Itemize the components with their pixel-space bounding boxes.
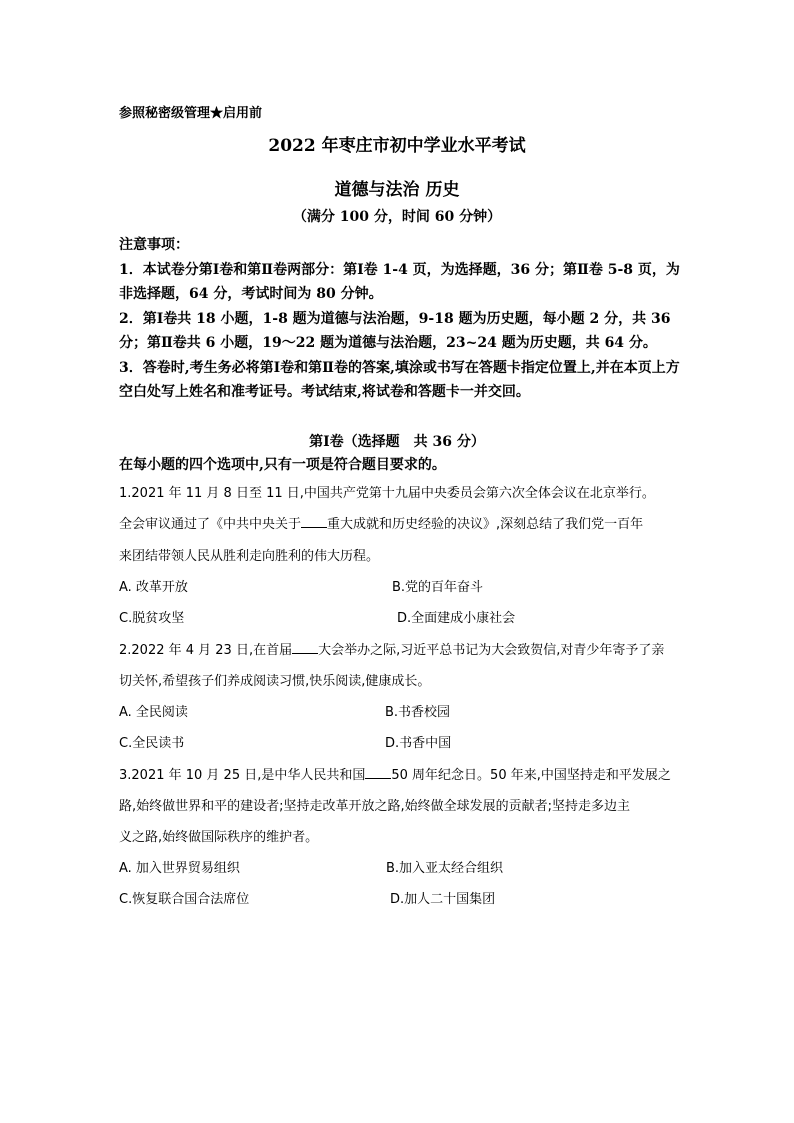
note-item: 3．答卷时,考生务必将第Ⅰ卷和第Ⅱ卷的答案,填涂或书写在答题卡指定位置上,并在本页上方空白处写上姓名和准考证号。考试结束,将试卷和答题卡一并交回。 <box>119 359 680 400</box>
question-1-line-1 <box>119 482 655 501</box>
q3-text-1b: 50 周年纪念日。50 年来,中国坚持走和平发展之 <box>391 768 671 783</box>
question-2-line-2: 切关怀,希望孩子们养成阅读习惯,快乐阅读,健康成长。 <box>119 674 431 689</box>
exam-subtitle: 道德与法治 历史 <box>334 180 460 200</box>
q2-text-1a: 2.2022 年 4 月 23 日,在首届 <box>119 643 293 658</box>
option-b: B.书香校园 <box>385 705 451 720</box>
question-1-line-2 <box>119 513 643 532</box>
question-3-line-3: 义之路,始终做国际秩序的维护者。 <box>119 830 319 845</box>
option-a: A. 全民阅读 <box>119 705 188 720</box>
question-2-line-1 <box>119 639 664 658</box>
option-c: C.全民读书 <box>119 736 185 751</box>
answer-blank <box>365 777 391 779</box>
q1-text-2b: 重大成就和历史经验的决议》,深刻总结了我们党一百年 <box>327 517 644 532</box>
score-time: （满分 100 分，时间 60 分钟） <box>292 209 502 225</box>
question-3-line-1 <box>119 764 671 783</box>
notes-block <box>119 233 684 405</box>
option-a: A. 加入世界贸易组织 <box>119 861 240 876</box>
option-c: C.恢复联合国合法席位 <box>119 892 250 907</box>
q1-text-1: 1.2021 年 11 月 8 日至 11 日,中国共产党第十九届中央委员会第六次全体会议在北京举行。 <box>119 486 655 501</box>
question-3-line-2: 路,始终做世界和平的建设者;坚持走改革开放之路,始终做全球发展的贡献者;坚持走多边主 <box>119 799 631 814</box>
answer-blank <box>301 526 327 528</box>
q2-text-1b: 大会举办之际,习近平总书记为大会致贺信,对青少年寄予了亲 <box>318 643 665 658</box>
option-b: B.加入亚太经合组织 <box>386 861 504 876</box>
exam-title: 2022 年枣庄市初中学业水平考试 <box>268 136 526 156</box>
section-title: 第Ⅰ卷（选择题 共 36 分） <box>309 434 485 450</box>
q3-text-1a: 3.2021 年 10 月 25 日,是中华人民共和国 <box>119 768 366 783</box>
option-a: A. 改革开放 <box>119 580 188 595</box>
option-d: D.书香中国 <box>385 736 452 751</box>
option-c: C.脱贫攻坚 <box>119 611 185 626</box>
note-item: 2．第Ⅰ卷共 18 小题，1-8 题为道德与法治题，9-18 题为历史题，每小题 2 分，共 36 分；第Ⅱ卷共 6 小题，19～22 题为道德与法治题，23~24 题为历史题，共 64 分。 <box>119 310 671 351</box>
question-1-line-3: 来团结带领人民从胜利走向胜利的伟大历程。 <box>119 549 380 564</box>
section-instruction: 在每小题的四个选项中,只有一项是符合题目要求的。 <box>119 457 446 473</box>
notes-heading: 注意事项： <box>119 237 189 253</box>
option-d: D.全面建成小康社会 <box>397 611 516 626</box>
secret-label: 参照秘密级管理★启用前 <box>119 106 263 121</box>
q1-text-2a: 全会审议通过了《中共中央关于 <box>119 517 302 532</box>
option-d: D.加人二十国集团 <box>390 892 496 907</box>
option-b: B.党的百年奋斗 <box>392 580 484 595</box>
answer-blank <box>292 652 318 654</box>
note-item: 1．本试卷分第Ⅰ卷和第Ⅱ卷两部分：第Ⅰ卷 1-4 页，为选择题，36 分；第Ⅱ卷 5-8 页，为非选择题，64 分，考试时间为 80 分钟。 <box>119 261 680 302</box>
